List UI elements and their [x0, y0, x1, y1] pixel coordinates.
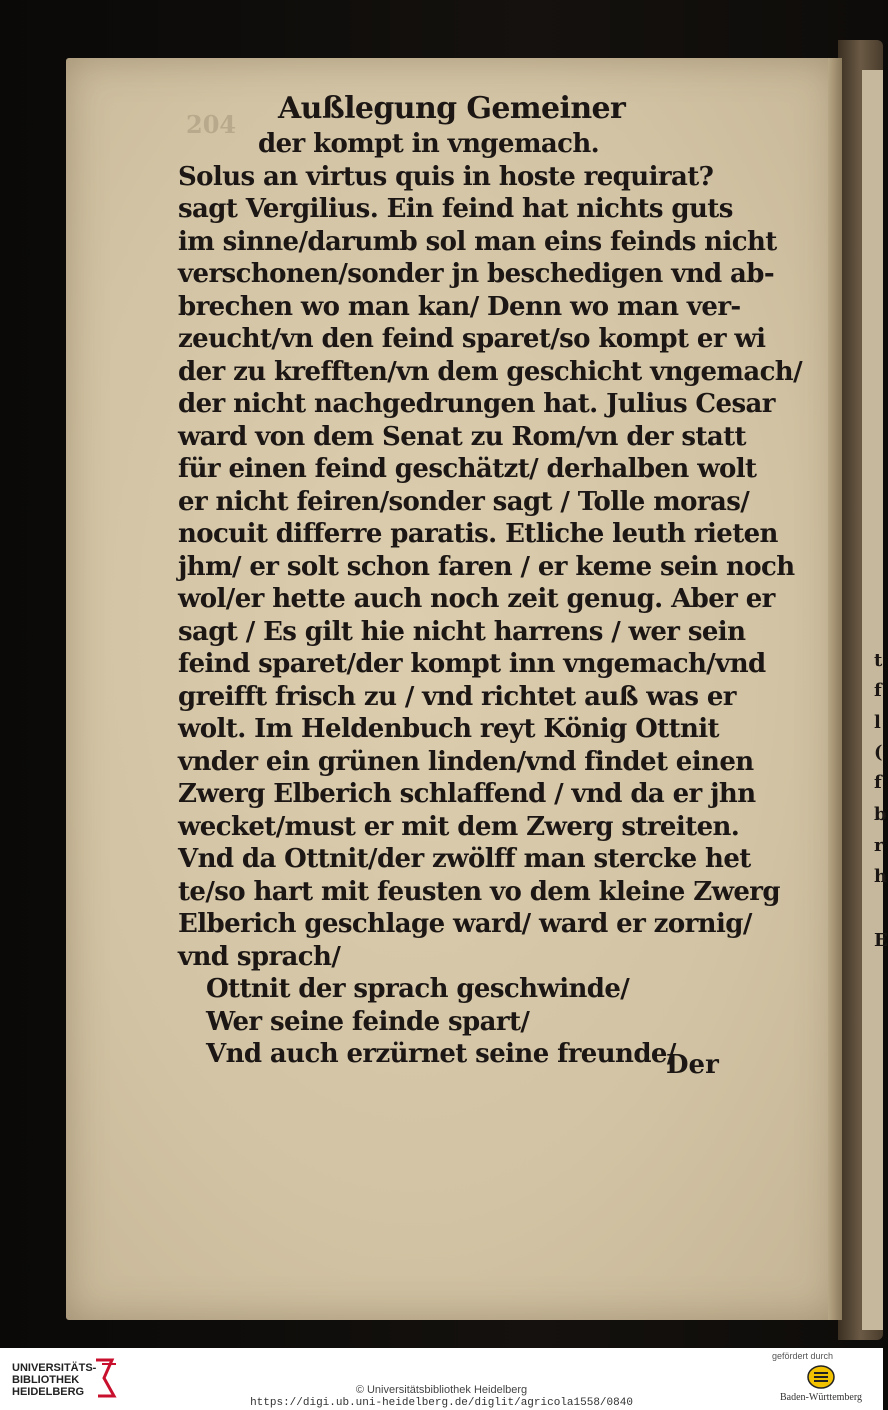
copyright-notice: © Universitätsbibliothek Heidelberg	[355, 1384, 528, 1396]
text-line: te/so hart mit feusten vo dem kleine Zwerg	[178, 876, 780, 907]
text-line: vnder ein grünen linden/vnd findet einen	[178, 746, 754, 777]
library-name-line-1: UNIVERSITÄTS-	[12, 1362, 97, 1374]
verse-line: Ottnit der sprach geschwinde/	[206, 974, 630, 1004]
page-gutter	[828, 58, 842, 1320]
text-line: greifft frisch zu / vnd richtet auß was er	[178, 681, 736, 712]
text-line: der zu krefften/vn dem geschicht vngemach/	[178, 356, 803, 387]
next-page-char: (	[874, 742, 883, 763]
text-line: Elberich geschlage ward/ ward er zornig/	[178, 909, 752, 939]
baden-wuerttemberg-logo-icon	[806, 1364, 836, 1390]
text-line: verschonen/sonder jn beschedigen vnd ab-	[178, 259, 775, 289]
text-line: wolt. Im Heldenbuch reyt König Ottnit	[178, 714, 719, 744]
running-head: Außlegung Gemeiner	[278, 91, 626, 126]
text-line: wecket/must er mit dem Zwerg streiten.	[178, 811, 740, 842]
text-line: brechen wo man kan/ Denn wo man ver-	[178, 291, 741, 322]
catchword: Der	[666, 1050, 719, 1080]
next-page-char: h	[874, 866, 888, 887]
text-line: Vnd da Ottnit/der zwölff man stercke het	[178, 844, 751, 874]
text-line: sagt / Es gilt hie nicht harrens / wer sein	[178, 616, 746, 647]
text-line: für einen feind geschätzt/ derhalben wolt	[178, 454, 757, 484]
text-line: er nicht feiren/sonder sagt / Tolle moras/	[178, 486, 750, 517]
text-line: im sinne/darumb sol man eins feinds nicht	[178, 226, 777, 257]
text-line: jhm/ er solt schon faren / er keme sein noch	[178, 551, 795, 582]
verse-line: Wer seine feinde spart/	[206, 1006, 530, 1037]
text-line: Solus an virtus quis in hoste requirat?	[178, 161, 714, 192]
sponsor-name: Baden-Württemberg	[780, 1392, 863, 1403]
text-line: nocuit differre paratis. Etliche leuth rieten	[178, 519, 778, 549]
next-page-char: r	[874, 835, 884, 856]
text-line: zeucht/vn den feind sparet/so kompt er wi	[178, 324, 766, 354]
source-url[interactable]: https://digi.ub.uni-heidelberg.de/diglit/agricola1558/0840	[250, 1397, 633, 1409]
text-line: ward von dem Senat zu Rom/vn der statt	[178, 421, 746, 452]
next-page-char: E	[874, 930, 888, 951]
verse-line: Vnd auch erzürnet seine freunde/	[206, 1039, 676, 1069]
next-page-char: f	[874, 680, 882, 701]
next-page-char: f	[874, 772, 882, 793]
page-number: 204	[186, 110, 237, 139]
text-line: vnd sprach/	[178, 941, 341, 972]
next-page-char: b	[874, 804, 887, 825]
page-text	[178, 90, 803, 1071]
text-line: der nicht nachgedrungen hat. Julius Cesar	[178, 389, 775, 419]
text-line: der kompt in vngemach.	[258, 129, 600, 159]
next-page-char: l	[874, 712, 881, 733]
next-page-char: t	[874, 650, 883, 671]
body-text	[178, 128, 803, 973]
text-line: feind sparet/der kompt inn vngemach/vnd	[178, 649, 766, 679]
footer	[0, 1348, 883, 1410]
text-line: Zwerg Elberich schlaffend / vnd da er jhn	[178, 779, 756, 809]
text-line: sagt Vergilius. Ein feind hat nichts guts	[178, 194, 733, 224]
library-name-line-3: HEIDELBERG	[12, 1386, 85, 1398]
verse-text	[178, 973, 738, 1071]
sponsor-label: gefördert durch	[772, 1351, 834, 1361]
library-name-line-2: BIBLIOTHEK	[12, 1374, 80, 1386]
text-line: wol/er hette auch noch zeit genug. Aber er	[178, 584, 775, 614]
